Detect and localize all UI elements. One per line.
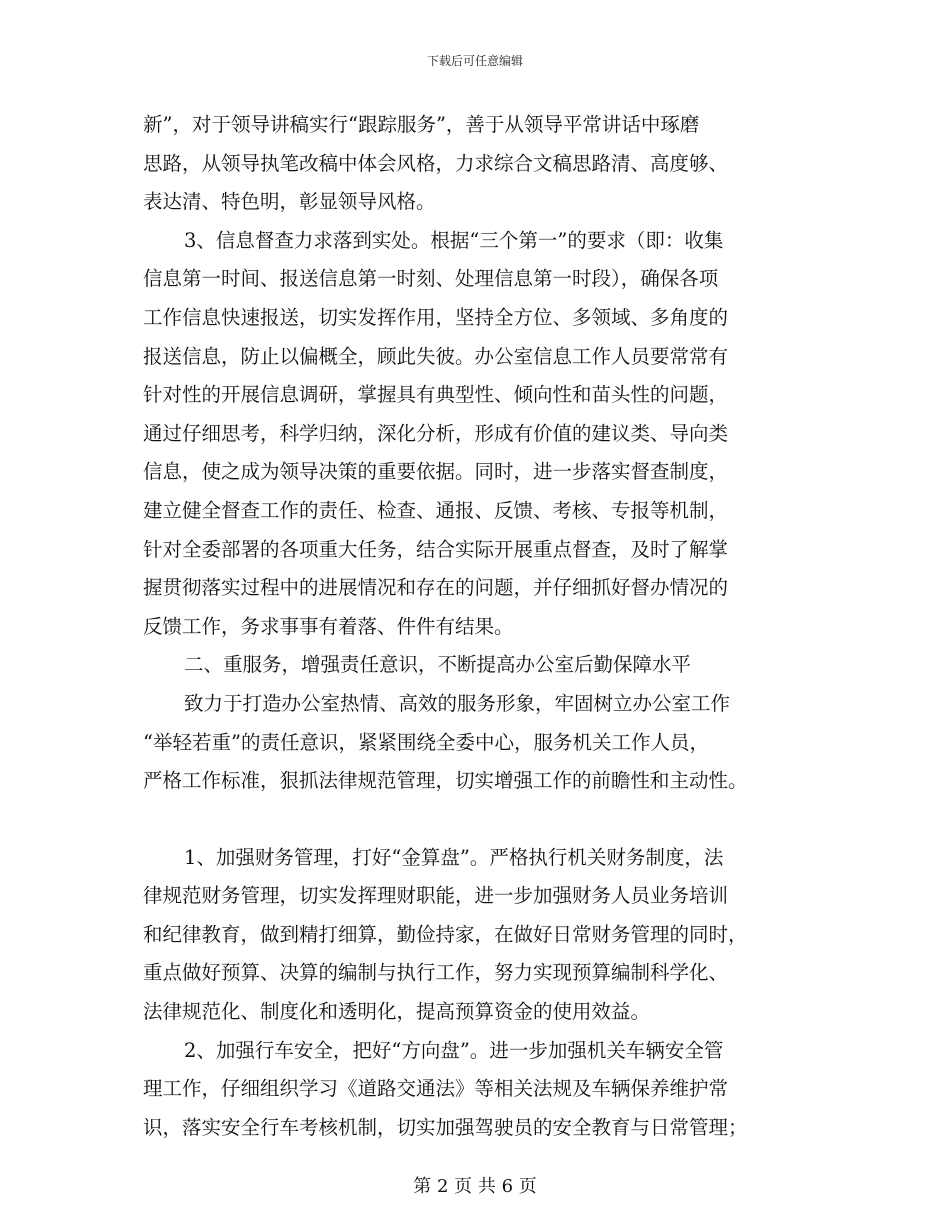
text-line: 建立健全督查工作的责任、检查、通报、反馈、考核、专报等机制， [143, 498, 729, 522]
text-line: 1、加强财务管理，打好“金算盘”。严格执行机关财务制度，法 [184, 845, 724, 869]
document-body [143, 106, 808, 1147]
text-line: 信息第一时间、报送信息第一时刻、处理信息第一时段），确保各项 [143, 267, 719, 291]
text-line: 握贯彻落实过程中的进展情况和存在的问题，并仔细抓好督办情况的 [143, 576, 729, 600]
text-line: 识，落实安全行车考核机制，切实加强驾驶员的安全教育与日常管理； [143, 1115, 748, 1139]
page-number-footer: 第 2 页 共 6 页 [413, 1176, 537, 1197]
page-header-note: 下载后可任意编辑 [426, 54, 523, 68]
text-line: 致力于打造办公室热情、高效的服务形象，牢固树立办公室工作 [184, 691, 731, 715]
text-line: 和纪律教育，做到精打细算，勤俭持家，在做好日常财务管理的同时， [143, 922, 748, 946]
text-line: 工作信息快速报送，切实发挥作用，坚持全方位、多领域、多角度的 [143, 305, 729, 329]
text-line: “举轻若重”的责任意识，紧紧围绕全委中心，服务机关工作人员， [143, 730, 709, 754]
text-line: 3、信息督查力求落到实处。根据“三个第一”的要求（即：收集 [184, 228, 724, 252]
text-line: 针对全委部署的各项重大任务，结合实际开展重点督查，及时了解掌 [143, 537, 729, 561]
text-line: 律规范财务管理，切实发挥理财职能，进一步加强财务人员业务培训 [143, 884, 729, 908]
text-line: 2、加强行车安全，把好“方向盘”。进一步加强机关车辆安全管 [184, 1038, 724, 1062]
text-line: 反馈工作，务求事事有着落、件件有结果。 [143, 614, 514, 638]
paragraph-gap [143, 801, 808, 839]
text-line: 法律规范化、制度化和透明化，提高预算资金的使用效益。 [143, 1000, 651, 1024]
text-line: 针对性的开展信息调研，掌握具有典型性、倾向性和苗头性的问题， [143, 383, 729, 407]
text-line: 思路，从领导执笔改稿中体会风格，力求综合文稿思路清、高度够、 [143, 151, 729, 175]
text-line: 重点做好预算、决算的编制与执行工作，努力实现预算编制科学化、 [143, 961, 729, 985]
section-heading: 二、重服务，增强责任意识，不断提高办公室后勤保障水平 [184, 653, 692, 677]
text-line: 信息，使之成为领导决策的重要依据。同时，进一步落实督查制度， [143, 460, 729, 484]
text-line: 理工作，仔细组织学习《道路交通法》等相关法规及车辆保养维护常 [143, 1077, 729, 1101]
text-line: 通过仔细思考，科学归纳，深化分析，形成有价值的建议类、导向类 [143, 421, 729, 445]
text-line: 新”，对于领导讲稿实行“跟踪服务”，善于从领导平常讲话中琢磨 [143, 113, 700, 136]
text-line: 表达清、特色明，彰显领导风格。 [143, 190, 436, 214]
text-line: 严格工作标准，狠抓法律规范管理，切实增强工作的前瞻性和主动性。 [143, 769, 748, 793]
text-line: 报送信息，防止以偏概全，顾此失彼。办公室信息工作人员要常常有 [143, 344, 729, 368]
